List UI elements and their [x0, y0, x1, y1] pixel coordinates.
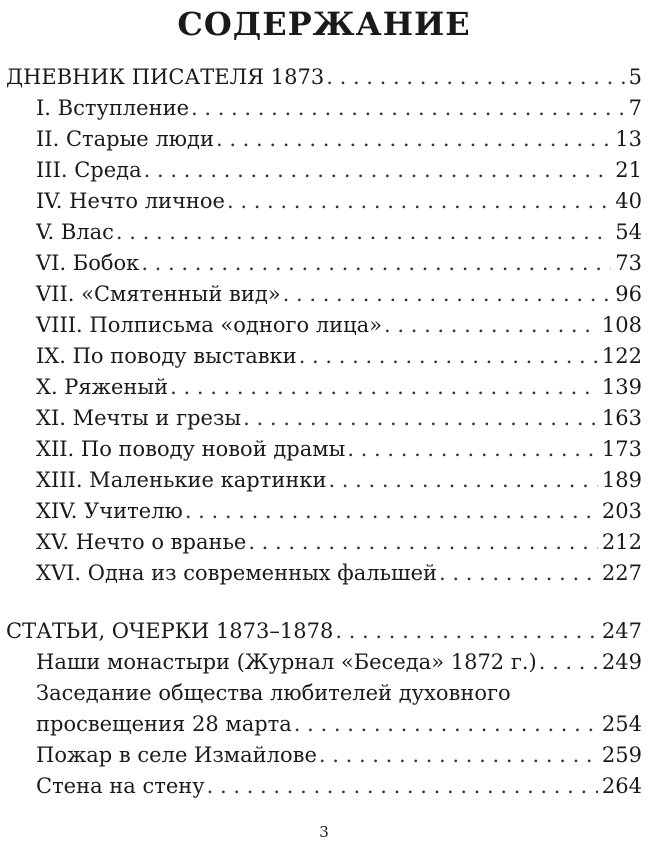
toc-entry[interactable]: [36, 558, 642, 588]
toc-entry-title: XIII. Маленькие картинки: [36, 468, 327, 492]
toc-entry-page: 108: [601, 313, 642, 337]
toc-entry[interactable]: [36, 155, 642, 185]
dot-leader: [191, 93, 625, 123]
dot-leader: [248, 527, 598, 557]
toc-entry[interactable]: [36, 248, 642, 278]
toc-entry-title: II. Старые люди: [36, 127, 214, 151]
toc-entry-title: XI. Мечты и грезы: [36, 406, 242, 430]
toc-entry-title: VI. Бобок: [36, 251, 140, 275]
toc-entry-page: 54: [615, 220, 642, 244]
toc-entry-page: 163: [601, 406, 642, 430]
toc-entry[interactable]: [36, 186, 642, 216]
dot-leader: [384, 310, 598, 340]
dot-leader: [299, 341, 598, 371]
toc-entry[interactable]: [36, 647, 642, 677]
toc-entry[interactable]: [36, 341, 642, 371]
toc-entry-title: VIII. Полписьма «одного лица»: [36, 313, 383, 337]
toc-entry[interactable]: [36, 372, 642, 402]
toc-entry-title: V. Влас: [36, 220, 114, 244]
dot-leader: [347, 434, 598, 464]
dot-leader: [170, 372, 598, 402]
dot-leader: [141, 248, 611, 278]
toc-entry-page: 189: [601, 468, 642, 492]
toc-entry-page: 247: [601, 619, 642, 643]
dot-leader: [326, 62, 624, 92]
dot-leader: [243, 403, 598, 433]
toc-entry-title: IV. Нечто личное: [36, 189, 225, 213]
toc-entry-title-line2: просвещения 28 марта: [36, 712, 292, 736]
toc-entry-title: VII. «Смятенный вид»: [36, 282, 281, 306]
toc-entry-page: 264: [601, 774, 642, 798]
toc-entry-page: 259: [601, 743, 642, 767]
toc-entry-page: 13: [615, 127, 642, 151]
dot-leader: [116, 217, 611, 247]
page-number: 3: [319, 823, 329, 841]
toc-entry[interactable]: [36, 279, 642, 309]
toc-entry-title: СТАТЬИ, ОЧЕРКИ 1873–1878: [6, 619, 334, 643]
toc-entry-page: 5: [628, 65, 642, 89]
toc-entry-page: 173: [601, 437, 642, 461]
toc-entry[interactable]: [36, 403, 642, 433]
toc-entry-title-line1[interactable]: Заседание общества любителей духовного: [36, 681, 511, 705]
toc-entry-page: 249: [601, 650, 642, 674]
toc-entry-page: 21: [615, 158, 642, 182]
toc-entry-page: 227: [601, 561, 642, 585]
toc-entry-title: Наши монастыри (Журнал «Беседа» 1872 г.): [36, 650, 537, 674]
toc-entry[interactable]: [36, 124, 642, 154]
toc-entry[interactable]: [36, 465, 642, 495]
dot-leader: [227, 186, 611, 216]
toc-section-heading[interactable]: [6, 616, 642, 646]
toc-entry[interactable]: [36, 217, 642, 247]
toc-entry-title: XV. Нечто о вранье: [36, 530, 247, 554]
toc-entry-title: XVI. Одна из современных фальшей: [36, 561, 437, 585]
toc-entry-title: XIV. Учителю: [36, 499, 183, 523]
toc-entry-title: ДНЕВНИК ПИСАТЕЛЯ 1873: [6, 65, 325, 89]
toc-entry-title: I. Вступление: [36, 96, 189, 120]
toc-entry[interactable]: [36, 310, 642, 340]
page-title: СОДЕРЖАНИЕ: [177, 5, 471, 43]
toc-entry[interactable]: [36, 496, 642, 526]
toc-entry-page: 122: [601, 344, 642, 368]
dot-leader: [283, 279, 612, 309]
toc-entry-title: IX. По поводу выставки: [36, 344, 297, 368]
dot-leader: [439, 558, 598, 588]
toc-entry-title: X. Ряженый: [36, 375, 169, 399]
dot-leader: [216, 124, 611, 154]
toc-entry-page: 40: [615, 189, 642, 213]
toc-entry-page: 212: [601, 530, 642, 554]
dot-leader: [294, 709, 598, 739]
toc-entry[interactable]: [36, 709, 642, 739]
dot-leader: [328, 465, 597, 495]
toc-entry[interactable]: [36, 434, 642, 464]
toc-entry[interactable]: [36, 740, 642, 770]
toc-entry-page: 203: [601, 499, 642, 523]
toc-entry-page: 254: [601, 712, 642, 736]
dot-leader: [144, 155, 612, 185]
toc-entry-title: Стена на стену: [36, 774, 205, 798]
dot-leader: [207, 771, 598, 801]
toc-entry-page: 139: [601, 375, 642, 399]
toc-entry[interactable]: [36, 771, 642, 801]
toc-entry-title: Пожар в селе Измайлове: [36, 743, 317, 767]
toc-entry-page: 73: [615, 251, 642, 275]
toc-entry-page: 96: [615, 282, 642, 306]
toc-entry[interactable]: [36, 527, 642, 557]
dot-leader: [185, 496, 598, 526]
toc-entry-title: III. Среда: [36, 158, 142, 182]
toc-entry-title: XII. По поводу новой драмы: [36, 437, 346, 461]
toc-entry[interactable]: [36, 93, 642, 123]
toc-section-heading[interactable]: [6, 62, 642, 92]
dot-leader: [319, 740, 598, 770]
dot-leader: [539, 647, 598, 677]
toc-entry-page: 7: [628, 96, 642, 120]
dot-leader: [335, 616, 598, 646]
